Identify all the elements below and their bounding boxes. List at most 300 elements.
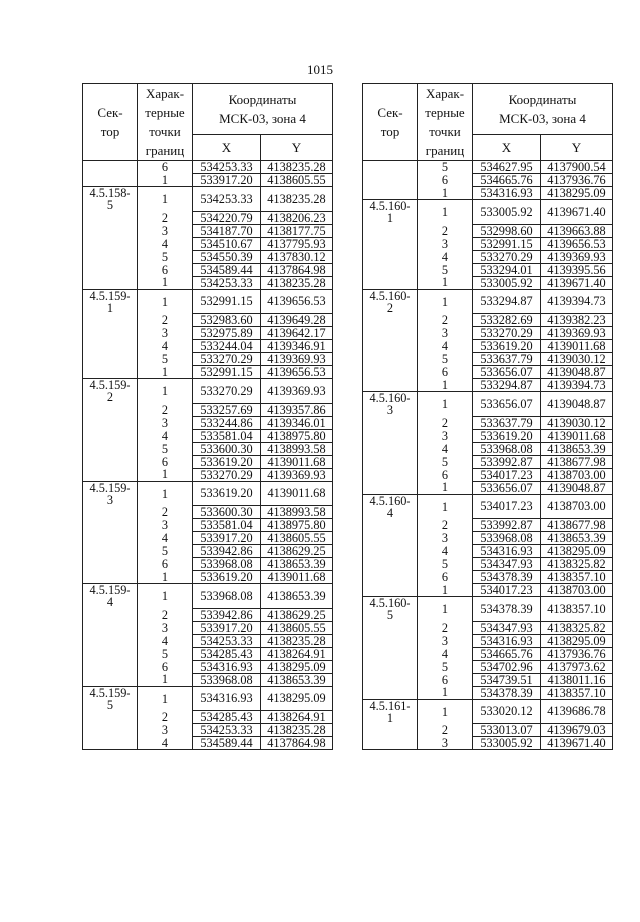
- table-row: [83, 737, 333, 750]
- y-coordinate-cell: 4139394.73: [541, 379, 613, 392]
- table-row: [363, 442, 613, 455]
- y-coordinate-cell: 4139369.93: [261, 353, 333, 366]
- y-coordinate-cell: 4137864.98: [261, 737, 333, 750]
- table-row: [83, 634, 333, 647]
- y-coordinate-cell: 4139369.93: [541, 327, 613, 340]
- y-coordinate-cell: 4137795.93: [261, 237, 333, 250]
- table-row: [363, 340, 613, 353]
- table-row: [363, 174, 613, 187]
- y-coordinate-cell: 4138975.80: [261, 519, 333, 532]
- y-coordinate-cell: 4138653.39: [541, 532, 613, 545]
- point-number-cell: 3: [138, 621, 193, 634]
- sector-label: 4.5.161-: [369, 698, 411, 713]
- x-coordinate-cell: 533270.29: [193, 379, 261, 404]
- x-coordinate-cell: 533619.20: [193, 571, 261, 584]
- sector-label: 4: [106, 595, 114, 609]
- y-coordinate-cell: 4138295.09: [261, 660, 333, 673]
- sector-cell: [363, 340, 418, 353]
- sector-cell: [363, 686, 418, 699]
- x-coordinate-cell: 533656.07: [473, 481, 541, 494]
- point-number-cell: 6: [418, 571, 473, 584]
- y-coordinate-cell: 4138011.16: [541, 673, 613, 686]
- sector-cell: [83, 187, 138, 212]
- x-coordinate-cell: 533968.08: [193, 558, 261, 571]
- table-row: [363, 660, 613, 673]
- x-coordinate-cell: 534378.39: [473, 597, 541, 622]
- sector-cell: [83, 174, 138, 187]
- table-row: [83, 174, 333, 187]
- sector-label: 1: [386, 710, 394, 725]
- point-number-cell: 4: [138, 737, 193, 750]
- y-coordinate-cell: 4139649.28: [261, 314, 333, 327]
- sector-label: 5: [106, 697, 114, 712]
- sector-cell: [363, 558, 418, 571]
- x-coordinate-cell: 534702.96: [473, 660, 541, 673]
- y-coordinate-cell: 4139671.40: [541, 737, 613, 750]
- y-coordinate-cell: 4138264.91: [261, 711, 333, 724]
- y-coordinate-cell: 4139671.40: [541, 276, 613, 289]
- sector-cell: [363, 187, 418, 200]
- table-row: [83, 379, 333, 404]
- table-row: [363, 250, 613, 263]
- point-number-cell: 5: [138, 353, 193, 366]
- x-coordinate-cell: 533992.87: [473, 455, 541, 468]
- sector-cell: [83, 481, 138, 506]
- sector-cell: [363, 429, 418, 442]
- point-number-cell: 3: [418, 237, 473, 250]
- sector-cell: [363, 660, 418, 673]
- table-row: [83, 455, 333, 468]
- sector-cell: [363, 494, 418, 519]
- y-coordinate-cell: 4139011.68: [541, 429, 613, 442]
- sector-cell: [83, 468, 138, 481]
- table-row: [83, 532, 333, 545]
- point-number-cell: 1: [418, 200, 473, 225]
- x-coordinate-cell: 533917.20: [193, 174, 261, 187]
- sector-cell: [363, 519, 418, 532]
- table-body-left: [83, 161, 333, 750]
- y-coordinate-cell: 4138703.00: [541, 494, 613, 519]
- sector-cell: [363, 532, 418, 545]
- sector-cell: [363, 250, 418, 263]
- x-coordinate-cell: 533619.20: [473, 340, 541, 353]
- sector-cell: [83, 506, 138, 519]
- point-number-cell: 1: [418, 289, 473, 314]
- sector-cell: [83, 353, 138, 366]
- sector-cell: [83, 647, 138, 660]
- y-coordinate-cell: 4138605.55: [261, 621, 333, 634]
- point-number-cell: 4: [138, 634, 193, 647]
- point-number-cell: 1: [418, 187, 473, 200]
- sector-cell: [83, 737, 138, 750]
- point-number-cell: 6: [138, 660, 193, 673]
- y-coordinate-cell: 4139642.17: [261, 327, 333, 340]
- y-coordinate-cell: 4138357.10: [541, 597, 613, 622]
- y-coordinate-cell: 4139346.91: [261, 340, 333, 353]
- y-coordinate-cell: 4138295.09: [541, 634, 613, 647]
- y-coordinate-cell: 4139686.78: [541, 699, 613, 724]
- page-number: 1015: [307, 62, 333, 77]
- x-coordinate-cell: 533581.04: [193, 519, 261, 532]
- x-coordinate-cell: 533294.87: [473, 379, 541, 392]
- y-coordinate-cell: 4138993.58: [261, 442, 333, 455]
- x-coordinate-cell: 534347.93: [473, 558, 541, 571]
- sector-cell: [363, 455, 418, 468]
- x-coordinate-cell: 534253.33: [193, 724, 261, 737]
- sector-cell: [83, 532, 138, 545]
- header-points: [138, 84, 193, 161]
- y-coordinate-cell: 4138295.09: [541, 187, 613, 200]
- header-points-text: Харак- терные точки границ: [425, 86, 465, 158]
- sector-cell: [83, 340, 138, 353]
- sector-cell: [83, 263, 138, 276]
- y-coordinate-cell: 4138703.00: [541, 584, 613, 597]
- point-number-cell: 2: [138, 506, 193, 519]
- table-row: [83, 584, 333, 609]
- sector-cell: [363, 724, 418, 737]
- sector-cell: [83, 429, 138, 442]
- x-coordinate-cell: 533294.01: [473, 263, 541, 276]
- table-row: [83, 263, 333, 276]
- y-coordinate-cell: 4139357.86: [261, 403, 333, 416]
- y-coordinate-cell: 4137900.54: [541, 161, 613, 174]
- point-number-cell: 3: [138, 416, 193, 429]
- x-coordinate-cell: 534589.44: [193, 737, 261, 750]
- sector-cell: [83, 250, 138, 263]
- point-number-cell: 5: [418, 353, 473, 366]
- table-row: [363, 416, 613, 429]
- table-row: [363, 289, 613, 314]
- sector-cell: [83, 660, 138, 673]
- point-number-cell: 2: [138, 314, 193, 327]
- x-coordinate-cell: 533942.86: [193, 608, 261, 621]
- x-coordinate-cell: 534550.39: [193, 250, 261, 263]
- sector-cell: [83, 584, 138, 609]
- point-number-cell: 1: [138, 481, 193, 506]
- table-row: [83, 327, 333, 340]
- table-row: [363, 392, 613, 417]
- y-coordinate-cell: 4137864.98: [261, 263, 333, 276]
- x-coordinate-cell: 534378.39: [473, 686, 541, 699]
- table-row: [83, 224, 333, 237]
- point-number-cell: 1: [138, 174, 193, 187]
- sector-cell: [83, 379, 138, 404]
- table-row: [363, 597, 613, 622]
- x-coordinate-cell: 534285.43: [193, 647, 261, 660]
- y-coordinate-cell: 4138235.28: [261, 276, 333, 289]
- sector-cell: [363, 442, 418, 455]
- table-row: [363, 532, 613, 545]
- sector-cell: [363, 468, 418, 481]
- point-number-cell: 6: [138, 263, 193, 276]
- point-number-cell: 3: [418, 634, 473, 647]
- point-number-cell: 1: [418, 276, 473, 289]
- x-coordinate-cell: 533992.87: [473, 519, 541, 532]
- point-number-cell: 1: [138, 673, 193, 686]
- header-sector-text: Сек- тор: [377, 105, 403, 139]
- sector-cell: [363, 416, 418, 429]
- x-coordinate-cell: 533968.08: [473, 532, 541, 545]
- x-coordinate-cell: 533619.20: [193, 481, 261, 506]
- point-number-cell: 3: [138, 519, 193, 532]
- point-number-cell: 6: [138, 455, 193, 468]
- table-row: [83, 416, 333, 429]
- point-number-cell: 1: [138, 571, 193, 584]
- x-coordinate-cell: 534378.39: [473, 571, 541, 584]
- sector-cell: [363, 481, 418, 494]
- x-coordinate-cell: 533005.92: [473, 200, 541, 225]
- y-coordinate-cell: 4138605.55: [261, 532, 333, 545]
- point-number-cell: 3: [418, 532, 473, 545]
- x-coordinate-cell: 534316.93: [473, 634, 541, 647]
- point-number-cell: 1: [418, 379, 473, 392]
- header-x: X: [193, 134, 261, 160]
- sector-cell: [363, 327, 418, 340]
- sector-cell: [363, 224, 418, 237]
- x-coordinate-cell: 534665.76: [473, 174, 541, 187]
- y-coordinate-cell: 4139048.87: [541, 392, 613, 417]
- table-row: [363, 237, 613, 250]
- sector-label: 4.5.160-: [369, 288, 411, 303]
- sector-cell: [363, 571, 418, 584]
- sector-cell: [83, 519, 138, 532]
- table-row: [363, 699, 613, 724]
- point-number-cell: 4: [418, 442, 473, 455]
- y-coordinate-cell: 4139656.53: [261, 289, 333, 314]
- table-row: [83, 366, 333, 379]
- point-number-cell: 1: [138, 289, 193, 314]
- sector-label: 4.5.159-: [89, 685, 131, 700]
- sector-label: 1: [386, 211, 394, 225]
- x-coordinate-cell: 534220.79: [193, 211, 261, 224]
- sector-cell: [83, 161, 138, 174]
- y-coordinate-cell: 4139030.12: [541, 416, 613, 429]
- point-number-cell: 1: [418, 699, 473, 724]
- x-coordinate-cell: 533968.08: [193, 673, 261, 686]
- y-coordinate-cell: 4139395.56: [541, 263, 613, 276]
- y-coordinate-cell: 4138264.91: [261, 647, 333, 660]
- sector-label: 2: [386, 300, 394, 315]
- x-coordinate-cell: 533968.08: [193, 584, 261, 609]
- x-coordinate-cell: 533942.86: [193, 545, 261, 558]
- sector-label: 4.5.159-: [89, 288, 131, 303]
- x-coordinate-cell: 534316.93: [473, 545, 541, 558]
- x-coordinate-cell: 534510.67: [193, 237, 261, 250]
- y-coordinate-cell: 4138325.82: [541, 558, 613, 571]
- table-row: [83, 711, 333, 724]
- table-row: [363, 455, 613, 468]
- x-coordinate-cell: 534253.33: [193, 634, 261, 647]
- y-coordinate-cell: 4138677.98: [541, 455, 613, 468]
- table-row: [83, 161, 333, 174]
- sector-label: 4.5.158-: [89, 186, 131, 200]
- point-number-cell: 1: [418, 597, 473, 622]
- point-number-cell: 3: [418, 737, 473, 750]
- y-coordinate-cell: 4139011.68: [541, 340, 613, 353]
- table-row: [83, 211, 333, 224]
- sector-label: 4.5.159-: [89, 583, 131, 597]
- x-coordinate-cell: 534285.43: [193, 711, 261, 724]
- x-coordinate-cell: 533656.07: [473, 392, 541, 417]
- y-coordinate-cell: 4138295.09: [541, 545, 613, 558]
- point-number-cell: 1: [138, 584, 193, 609]
- header-sector: [83, 84, 138, 161]
- y-coordinate-cell: 4138177.75: [261, 224, 333, 237]
- header-sector: [363, 84, 418, 161]
- sector-cell: [363, 289, 418, 314]
- table-row: [83, 686, 333, 711]
- y-coordinate-cell: 4138653.39: [261, 673, 333, 686]
- x-coordinate-cell: 534316.93: [193, 686, 261, 711]
- table-row: [363, 494, 613, 519]
- sector-cell: [83, 416, 138, 429]
- x-coordinate-cell: 534017.23: [473, 584, 541, 597]
- table-row: [363, 737, 613, 750]
- table-row: [83, 237, 333, 250]
- table-row: [83, 519, 333, 532]
- table-row: [363, 647, 613, 660]
- point-number-cell: 4: [138, 429, 193, 442]
- x-coordinate-cell: 534347.93: [473, 621, 541, 634]
- point-number-cell: 5: [418, 161, 473, 174]
- sector-cell: [83, 621, 138, 634]
- point-number-cell: 2: [138, 211, 193, 224]
- table-row: [83, 608, 333, 621]
- sector-label: 5: [386, 608, 394, 622]
- sector-cell: [363, 200, 418, 225]
- point-number-cell: 5: [418, 263, 473, 276]
- x-coordinate-cell: 533619.20: [473, 429, 541, 442]
- header-points-text: Харак- терные точки границ: [145, 86, 185, 158]
- sector-label: 3: [106, 492, 114, 507]
- x-coordinate-cell: 534316.93: [473, 187, 541, 200]
- x-coordinate-cell: 534017.23: [473, 494, 541, 519]
- sector-label: 4.5.160-: [369, 199, 411, 213]
- header-x: X: [473, 134, 541, 160]
- y-coordinate-cell: 4138605.55: [261, 174, 333, 187]
- point-number-cell: 5: [138, 647, 193, 660]
- sector-cell: [83, 366, 138, 379]
- y-coordinate-cell: 4139369.93: [541, 250, 613, 263]
- table-row: [363, 621, 613, 634]
- sector-cell: [83, 276, 138, 289]
- y-coordinate-cell: 4138653.39: [261, 584, 333, 609]
- table-row: [363, 724, 613, 737]
- y-coordinate-cell: 4138235.28: [261, 634, 333, 647]
- x-coordinate-cell: 533917.20: [193, 532, 261, 545]
- sector-cell: [83, 237, 138, 250]
- x-coordinate-cell: 534316.93: [193, 660, 261, 673]
- point-number-cell: 2: [138, 403, 193, 416]
- x-coordinate-cell: 533005.92: [473, 276, 541, 289]
- point-number-cell: 3: [418, 429, 473, 442]
- table-row: [83, 314, 333, 327]
- table-row: [363, 187, 613, 200]
- sector-cell: [363, 314, 418, 327]
- y-coordinate-cell: 4139656.53: [541, 237, 613, 250]
- table-row: [83, 673, 333, 686]
- y-coordinate-cell: 4138325.82: [541, 621, 613, 634]
- x-coordinate-cell: 533600.30: [193, 442, 261, 455]
- x-coordinate-cell: 533013.07: [473, 724, 541, 737]
- point-number-cell: 2: [418, 621, 473, 634]
- point-number-cell: 5: [138, 545, 193, 558]
- table-row: [83, 571, 333, 584]
- sector-label: 4.5.160-: [369, 493, 411, 508]
- point-number-cell: 4: [418, 545, 473, 558]
- sector-cell: [363, 276, 418, 289]
- table-row: [83, 545, 333, 558]
- x-coordinate-cell: 533020.12: [473, 699, 541, 724]
- sector-label: 3: [386, 403, 394, 417]
- x-coordinate-cell: 533637.79: [473, 353, 541, 366]
- x-coordinate-cell: 533005.92: [473, 737, 541, 750]
- point-number-cell: 2: [418, 519, 473, 532]
- point-number-cell: 4: [418, 250, 473, 263]
- table-row: [83, 506, 333, 519]
- table-row: [363, 584, 613, 597]
- y-coordinate-cell: 4139011.68: [261, 571, 333, 584]
- point-number-cell: 3: [138, 724, 193, 737]
- x-coordinate-cell: 533637.79: [473, 416, 541, 429]
- x-coordinate-cell: 533282.69: [473, 314, 541, 327]
- table-row: [363, 673, 613, 686]
- y-coordinate-cell: 4137973.62: [541, 660, 613, 673]
- table-row: [363, 429, 613, 442]
- y-coordinate-cell: 4138357.10: [541, 571, 613, 584]
- header-sector-text: Сек- тор: [97, 105, 123, 139]
- table-row: [363, 276, 613, 289]
- x-coordinate-cell: 534253.33: [193, 187, 261, 212]
- sector-cell: [363, 174, 418, 187]
- sector-label: 1: [106, 300, 114, 315]
- x-coordinate-cell: 534187.70: [193, 224, 261, 237]
- sector-cell: [83, 673, 138, 686]
- sector-cell: [83, 686, 138, 711]
- y-coordinate-cell: 4137936.76: [541, 174, 613, 187]
- point-number-cell: 5: [418, 455, 473, 468]
- sector-cell: [363, 647, 418, 660]
- point-number-cell: 4: [138, 237, 193, 250]
- sector-label: 5: [106, 198, 114, 212]
- sector-cell: [83, 711, 138, 724]
- sector-label: 2: [106, 390, 114, 404]
- sector-cell: [83, 314, 138, 327]
- x-coordinate-cell: 533257.69: [193, 403, 261, 416]
- sector-label: 4.5.160-: [369, 391, 411, 405]
- y-coordinate-cell: 4137830.12: [261, 250, 333, 263]
- table-row: [83, 289, 333, 314]
- x-coordinate-cell: 532991.15: [193, 289, 261, 314]
- y-coordinate-cell: 4139048.87: [541, 481, 613, 494]
- sector-cell: [363, 379, 418, 392]
- table-row: [83, 468, 333, 481]
- x-coordinate-cell: 534253.33: [193, 161, 261, 174]
- x-coordinate-cell: 533244.04: [193, 340, 261, 353]
- sector-cell: [363, 161, 418, 174]
- x-coordinate-cell: 533270.29: [473, 327, 541, 340]
- sector-cell: [363, 366, 418, 379]
- point-number-cell: 5: [418, 660, 473, 673]
- x-coordinate-cell: 534665.76: [473, 647, 541, 660]
- y-coordinate-cell: 4138653.39: [261, 558, 333, 571]
- sector-cell: [83, 724, 138, 737]
- header-coordinates: [473, 84, 613, 135]
- table-row: [83, 621, 333, 634]
- sector-cell: [83, 571, 138, 584]
- header-coordinates-text: Координаты МСК-03, зона 4: [219, 91, 306, 126]
- sector-cell: [83, 224, 138, 237]
